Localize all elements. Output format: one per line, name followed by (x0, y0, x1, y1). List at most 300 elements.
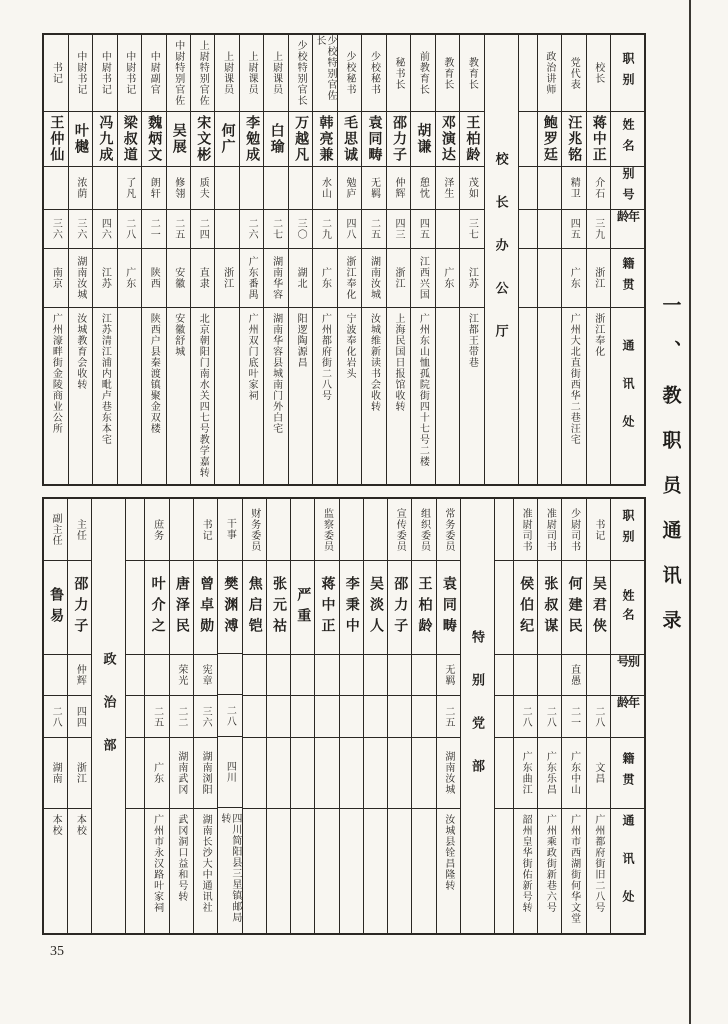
entry-column (190, 35, 214, 484)
section-label: 校长办公厅 (493, 152, 509, 367)
cell-position: 准尉司书 (538, 499, 561, 561)
cell-age: 二八 (118, 210, 141, 249)
empty-cell (126, 655, 144, 696)
cell-alias: 直愚 (562, 655, 585, 696)
cell-alias (44, 655, 67, 696)
page-number: 35 (50, 944, 64, 959)
cell-position: 书记 (194, 499, 217, 561)
cell-address: 本校 (50, 814, 62, 836)
cell-position (340, 499, 363, 561)
cell-alias: 介石 (587, 167, 610, 210)
cell-name: 何建民 (562, 561, 585, 655)
cell-native-place (388, 738, 411, 809)
header-label: 年龄 (611, 696, 644, 738)
cell-native-place: 广东 (562, 249, 585, 308)
header-label: 职别 (611, 35, 644, 112)
header-label: 通讯处 (621, 339, 635, 453)
cell-age: 四六 (93, 210, 116, 249)
cell-age (291, 696, 314, 738)
cell-address (340, 809, 363, 933)
cell-address: 汝城县铨昌隆转 (442, 814, 454, 891)
cell-name: 鲍罗廷 (538, 112, 561, 167)
cell-address: 广州双门底叶家祠 (246, 313, 258, 401)
entry-column (166, 35, 190, 484)
cell-name: 张叔谋 (538, 561, 561, 655)
cell-age: 二七 (264, 210, 287, 249)
cell-age: 三六 (69, 210, 92, 249)
cell-native-place: 浙江奉化 (338, 249, 361, 308)
cell-name: 万越凡 (289, 112, 312, 167)
entry-column (169, 499, 193, 933)
cell-native-place: 湖南汝城 (437, 738, 460, 809)
cell-alias (364, 655, 387, 696)
cell-position: 少校特别官佐长 (313, 35, 336, 112)
cell-position: 书记 (44, 35, 67, 112)
entry-column (44, 499, 67, 933)
entry-column (144, 499, 168, 933)
cell-age: 四五 (411, 210, 434, 249)
cell-alias (215, 167, 238, 210)
cell-alias (514, 655, 537, 696)
cell-name: 宋文彬 (191, 112, 214, 167)
cell-native-place: 湖南汝城 (69, 249, 92, 308)
cell-address: 广州大北直街西华二巷汪宅 (568, 313, 580, 445)
cell-address: 广州东山恤孤院街四十七号二楼 (417, 313, 429, 467)
cell-address (388, 809, 411, 933)
cell-address: 阳逻陶源昌 (295, 313, 307, 368)
cell-position: 上尉课员 (215, 35, 238, 112)
cell-native-place: 湖南浏阳 (194, 738, 217, 809)
header-label: 籍贯 (611, 738, 644, 809)
cell-name: 焦启铠 (243, 561, 266, 655)
entry-column (68, 35, 92, 484)
cell-address (118, 308, 141, 484)
cell-alias: 无羁 (437, 655, 460, 696)
cell-name: 魏炳文 (142, 112, 165, 167)
cell-age: 四八 (338, 210, 361, 249)
empty-cell (126, 561, 144, 655)
cell-name: 王柏龄 (412, 561, 435, 655)
cell-native-place: 广东 (436, 249, 459, 308)
cell-native-place (364, 738, 387, 809)
entry-column (266, 499, 290, 933)
cell-native-place: 湖北 (289, 249, 312, 308)
cell-position: 书记 (587, 499, 610, 561)
cell-alias: 水山 (313, 167, 336, 210)
cell-native-place: 湖南汝城 (362, 249, 385, 308)
cell-native-place (291, 738, 314, 809)
cell-age (364, 696, 387, 738)
cell-name: 李秉中 (340, 561, 363, 655)
entry-column (44, 35, 67, 484)
cell-position (291, 499, 314, 561)
cell-age: 二五 (437, 696, 460, 738)
cell-address: 江都王带巷 (466, 313, 478, 368)
cell-address: 四川简阳县三星镇邮局转 (218, 812, 241, 923)
cell-position: 宣传委员 (388, 499, 411, 561)
cell-alias: 仲辉 (387, 167, 410, 210)
cell-name: 叶介之 (145, 561, 168, 655)
cell-name: 邓演达 (436, 112, 459, 167)
cell-position: 上尉课员 (264, 35, 287, 112)
cell-name: 侯伯纪 (514, 561, 537, 655)
cell-alias (145, 655, 168, 696)
cell-age: 二一 (562, 696, 585, 738)
cell-age (267, 696, 290, 738)
empty-cell (495, 696, 513, 738)
header-label: 职别 (611, 499, 644, 561)
cell-age: 二五 (167, 210, 190, 249)
cell-alias (289, 167, 312, 210)
cell-address: 湖南长沙大中通讯社 (200, 814, 212, 913)
cell-position: 庶务 (145, 499, 168, 561)
cell-position: 组织委员 (412, 499, 435, 561)
section-title: 一、教职员通讯录 (659, 295, 681, 655)
cell-address: 广州濠畔街金陵商业公所 (50, 313, 62, 434)
section-column (484, 35, 518, 484)
header-column (610, 35, 644, 484)
cell-alias: 精卫 (562, 167, 585, 210)
cell-position: 上尉特别官佐 (191, 35, 214, 112)
cell-address (315, 809, 338, 933)
cell-address: 浙江奉化 (592, 313, 604, 357)
empty-cell (495, 499, 513, 561)
page-edge-line (689, 0, 691, 1024)
cell-age: 四五 (562, 210, 585, 249)
cell-alias (291, 655, 314, 696)
cell-address (364, 809, 387, 933)
cell-age: 三九 (587, 210, 610, 249)
cell-alias (340, 655, 363, 696)
cell-alias (315, 655, 338, 696)
cell-position: 少尉司书 (562, 499, 585, 561)
entry-column (339, 499, 363, 933)
cell-age: 二九 (313, 210, 336, 249)
cell-position: 主任 (68, 499, 91, 561)
cell-native-place: 浙江 (387, 249, 410, 308)
cell-native-place: 陕西 (142, 249, 165, 308)
empty-cell (519, 112, 537, 167)
entry-column (361, 35, 385, 484)
cell-name: 邵力子 (388, 561, 411, 655)
entry-column (141, 35, 165, 484)
cell-address (436, 308, 459, 484)
cell-native-place (340, 738, 363, 809)
entry-column (411, 499, 435, 933)
cell-name: 胡谦 (411, 112, 434, 167)
cell-age (215, 210, 238, 249)
empty-cell (519, 249, 537, 308)
cell-address: 广州乘政街新巷六号 (544, 814, 556, 913)
entry-column (337, 35, 361, 484)
cell-alias: 茂如 (460, 167, 483, 210)
empty-cell (519, 35, 537, 112)
cell-native-place: 广东乐昌 (538, 738, 561, 809)
cell-name: 张元祜 (267, 561, 290, 655)
cell-age (315, 696, 338, 738)
section-column (91, 499, 125, 933)
cell-position: 少校秘书 (362, 35, 385, 112)
cell-address: 本校 (74, 814, 86, 836)
cell-age: 三七 (460, 210, 483, 249)
entry-column (239, 35, 263, 484)
cell-name: 鲁易 (44, 561, 67, 655)
cell-name: 梁叔道 (118, 112, 141, 167)
section-label: 特别党部 (469, 630, 485, 802)
cell-address: 湖南华容县城南门外白宅 (270, 313, 282, 434)
cell-native-place: 浙江 (68, 738, 91, 809)
cell-address: 广州市西湖街何华文堂 (568, 814, 580, 924)
cell-alias: 勉庐 (338, 167, 361, 210)
header-label: 别号 (611, 655, 644, 696)
cell-address: 宁波奉化岩头 (344, 313, 356, 379)
cell-name: 吴展 (167, 112, 190, 167)
empty-cell (126, 738, 144, 809)
empty-cell (126, 499, 144, 561)
cell-name: 蒋中正 (587, 112, 610, 167)
cell-native-place: 广东 (145, 738, 168, 809)
cell-native-place: 广东曲江 (514, 738, 537, 809)
cell-native-place: 南京 (44, 249, 67, 308)
entry-column (435, 35, 459, 484)
cell-address: 汝城教育会收转 (74, 313, 86, 390)
cell-alias: 质夫 (191, 167, 214, 210)
staff-table-top (42, 33, 646, 486)
cell-name: 吴君侠 (587, 561, 610, 655)
cell-native-place (412, 738, 435, 809)
cell-alias (538, 655, 561, 696)
section-column (460, 499, 494, 933)
entry-column (436, 499, 460, 933)
cell-native-place (538, 249, 561, 308)
cell-name: 唐泽民 (170, 561, 193, 655)
header-label: 籍贯 (611, 249, 644, 308)
cell-alias (264, 167, 287, 210)
cell-age: 二一 (142, 210, 165, 249)
cell-name: 冯九成 (93, 112, 116, 167)
cell-alias (218, 654, 241, 695)
cell-address: 安徽舒城 (172, 313, 184, 357)
empty-cell (495, 738, 513, 809)
cell-name: 毛思诚 (338, 112, 361, 167)
cell-native-place: 湖南 (44, 738, 67, 809)
cell-name: 邵力子 (387, 112, 410, 167)
cell-alias (93, 167, 116, 210)
cell-age: 三六 (194, 696, 217, 738)
cell-position: 上尉课员 (240, 35, 263, 112)
cell-position: 准尉司书 (514, 499, 537, 561)
cell-name: 严重 (291, 561, 314, 655)
cell-native-place: 广东中山 (562, 738, 585, 809)
cell-native-place: 湖南华容 (264, 249, 287, 308)
cell-address: 广州都府街旧二八号 (592, 814, 604, 913)
cell-position: 校长 (587, 35, 610, 112)
entry-column (363, 499, 387, 933)
cell-native-place (243, 738, 266, 809)
cell-address: 汝城维新读书会收转 (368, 313, 380, 412)
empty-cell (495, 809, 513, 933)
cell-native-place: 安徽 (167, 249, 190, 308)
cell-alias (388, 655, 411, 696)
cell-address: 广州市永汉路叶家祠 (151, 814, 163, 913)
cell-address: 广州都府街二八号 (319, 313, 331, 401)
cell-alias (267, 655, 290, 696)
cell-age: 二八 (218, 695, 241, 737)
cell-alias: 无羁 (362, 167, 385, 210)
section-label: 政治部 (101, 651, 117, 781)
cell-age (436, 210, 459, 249)
cell-position: 中尉书记 (118, 35, 141, 112)
cell-age: 二八 (587, 696, 610, 738)
cell-position: 教育长 (436, 35, 459, 112)
cell-address (538, 308, 561, 484)
empty-column (494, 499, 513, 933)
cell-address (267, 809, 290, 933)
cell-alias: 修翎 (167, 167, 190, 210)
cell-name: 邵力子 (68, 561, 91, 655)
empty-cell (126, 809, 144, 933)
empty-column (518, 35, 537, 484)
cell-alias: 荣光 (170, 655, 193, 696)
cell-alias (587, 655, 610, 696)
entry-column (117, 35, 141, 484)
cell-alias (243, 655, 266, 696)
cell-age (340, 696, 363, 738)
cell-age (538, 210, 561, 249)
cell-native-place: 文昌 (587, 738, 610, 809)
cell-alias (412, 655, 435, 696)
cell-alias: 浓荫 (69, 167, 92, 210)
cell-age: 三六 (44, 210, 67, 249)
cell-position: 前教育长 (411, 35, 434, 112)
cell-age: 四三 (387, 210, 410, 249)
cell-name: 王柏龄 (460, 112, 483, 167)
cell-native-place: 湖南武冈 (170, 738, 193, 809)
cell-name: 袁同畴 (437, 561, 460, 655)
cell-native-place: 浙江 (215, 249, 238, 308)
cell-age: 二八 (538, 696, 561, 738)
cell-position: 干事 (218, 499, 241, 561)
cell-position (364, 499, 387, 561)
cell-name: 韩亮兼 (313, 112, 336, 167)
header-label: 姓名 (611, 561, 644, 655)
cell-native-place: 江苏 (460, 249, 483, 308)
empty-cell (519, 210, 537, 249)
cell-age: 二五 (145, 696, 168, 738)
entry-column (67, 499, 91, 933)
entry-column (586, 499, 610, 933)
cell-position: 少校秘书 (338, 35, 361, 112)
cell-native-place: 直隶 (191, 249, 214, 308)
entry-column (214, 35, 238, 484)
cell-position (267, 499, 290, 561)
cell-native-place: 广东 (313, 249, 336, 308)
cell-alias: 宪章 (194, 655, 217, 696)
empty-cell (519, 167, 537, 210)
empty-cell (519, 308, 537, 484)
cell-address: 江苏清江浦内毗卢巷东本宅 (99, 313, 111, 445)
cell-address (412, 809, 435, 933)
cell-name: 汪兆铭 (562, 112, 585, 167)
empty-cell (495, 561, 513, 655)
header-label: 通讯处 (621, 814, 635, 928)
cell-name: 吴淡人 (364, 561, 387, 655)
cell-name: 何广 (215, 112, 238, 167)
cell-age (388, 696, 411, 738)
cell-age: 二八 (514, 696, 537, 738)
cell-native-place: 浙江 (587, 249, 610, 308)
empty-cell (126, 696, 144, 738)
cell-age: 四四 (68, 696, 91, 738)
cell-position: 秘书长 (387, 35, 410, 112)
cell-address: 韶州皇华街佑新号转 (520, 814, 532, 913)
cell-position: 中尉特别官佐 (167, 35, 190, 112)
header-label: 年龄 (611, 210, 644, 249)
entry-column (92, 35, 116, 484)
cell-position: 政治讲师 (538, 35, 561, 112)
entry-column (537, 35, 561, 484)
cell-alias (240, 167, 263, 210)
cell-alias: 了凡 (118, 167, 141, 210)
cell-age: 二五 (362, 210, 385, 249)
entry-column (193, 499, 217, 933)
cell-position: 教育长 (460, 35, 483, 112)
header-label: 别号 (611, 167, 644, 210)
entry-column (242, 499, 266, 933)
header-column (610, 499, 644, 933)
cell-age: 二二 (170, 696, 193, 738)
cell-address (291, 809, 314, 933)
cell-name: 袁同畴 (362, 112, 385, 167)
staff-table-bottom (42, 497, 646, 935)
cell-native-place: 江苏 (93, 249, 116, 308)
entry-column (561, 499, 585, 933)
entry-column (513, 499, 537, 933)
cell-alias: 仲辉 (68, 655, 91, 696)
entry-column (217, 499, 241, 933)
entry-column (288, 35, 312, 484)
entry-column (459, 35, 483, 484)
cell-age (412, 696, 435, 738)
cell-address (243, 809, 266, 933)
cell-native-place (315, 738, 338, 809)
cell-name: 樊渊溥 (218, 561, 241, 655)
cell-alias: 泽生 (436, 167, 459, 210)
entry-column (314, 499, 338, 933)
entry-column (586, 35, 610, 484)
cell-address: 北京朝阳门南水关四七号教学嘉转 (197, 313, 209, 478)
cell-address (215, 308, 238, 484)
cell-alias: 憩忱 (411, 167, 434, 210)
cell-position: 财务委员 (243, 499, 266, 561)
cell-native-place: 四川 (218, 737, 241, 808)
cell-position: 中尉书记 (93, 35, 116, 112)
cell-address: 上海民国日报馆收转 (392, 313, 404, 412)
cell-alias: 朗轩 (142, 167, 165, 210)
entry-column (410, 35, 434, 484)
cell-name: 李勉成 (240, 112, 263, 167)
cell-native-place: 江西兴国 (411, 249, 434, 308)
cell-name: 曾卓勋 (194, 561, 217, 655)
cell-position: 副主任 (44, 499, 67, 561)
cell-address: 武冈洞口益和号转 (175, 814, 187, 902)
cell-alias (538, 167, 561, 210)
entry-column (290, 499, 314, 933)
cell-position: 中尉书记 (69, 35, 92, 112)
entry-column (537, 499, 561, 933)
entry-column (387, 499, 411, 933)
cell-position: 监察委员 (315, 499, 338, 561)
